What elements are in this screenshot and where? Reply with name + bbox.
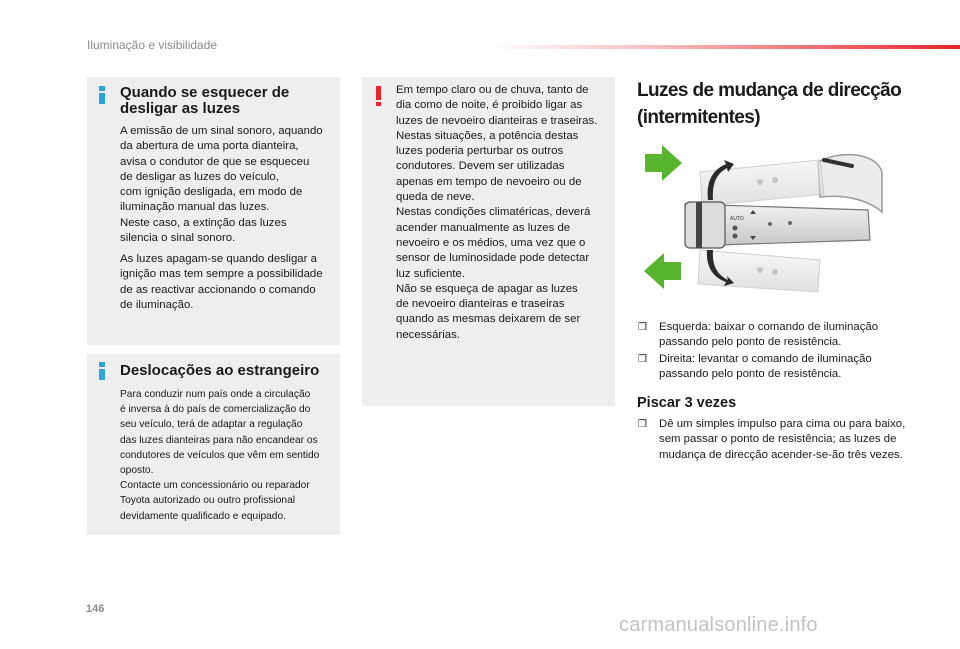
- left-indicator-text: Esquerda: baixar o comando de iluminação passando pelo ponto de resistência.: [659, 321, 879, 349]
- indicator-stalk-illustration: [640, 142, 884, 304]
- checkbox-icon: ❒: [638, 353, 647, 365]
- list-item: [637, 417, 907, 463]
- header-title: Iluminação e visibilidade: [87, 38, 218, 52]
- stalk-auto-label: AUTO: [730, 216, 744, 222]
- warning-icon: [376, 86, 382, 106]
- indicators-title: Luzes de mudança de direcção (intermitentes): [637, 80, 902, 128]
- info-icon: [99, 362, 105, 380]
- flash-three-text: Dê um simples impulso para cima ou para baixo, sem passar o ponto de resistência; as luzes de mudança de direcção acender-se-ão três vezes.: [659, 418, 906, 461]
- forget-lights-heading: Quando se esquecer de desligar as luzes: [120, 84, 290, 117]
- header-accent-line: [490, 45, 960, 49]
- info-icon: [99, 86, 105, 104]
- abroad-heading: Deslocações ao estrangeiro: [120, 362, 320, 379]
- left-arrow-icon: [644, 253, 681, 289]
- checkbox-icon: ❒: [638, 419, 647, 430]
- forget-lights-paragraph-2: As luzes apagam-se quando desligar a ignição mas tem sempre a possibilidade de as reactivar accionando o comando de iluminação.: [120, 253, 323, 311]
- fog-warning-panel: [362, 77, 615, 406]
- checkbox-icon: ❒: [638, 322, 647, 333]
- list-item: [637, 352, 907, 383]
- flash-three-title: Piscar 3 vezes: [637, 395, 737, 411]
- abroad-text: Para conduzir num país onde a circulação é inversa à do país de comercialização do seu veículo, terá de adaptar a regulação das luzes dianteiras para não encandear os condutores de veículos que vêm em sentido oposto. Contacte um concessionário ou reparador Toyota autorizado ou outro profissional devidamente qualificado e equipado.: [120, 389, 320, 522]
- forget-lights-panel: [87, 77, 340, 345]
- right-indicator-text: Direita: levantar o comando de iluminação passando pelo ponto de resistência.: [659, 352, 872, 381]
- forget-lights-paragraph-1: A emissão de um sinal sonoro, aquando da abertura de uma porta dianteira, avisa o condutor de que se esqueceu de desligar as luzes do veículo, com ignição desligada, em modo de iluminação manual das luzes. Neste caso, a extinção das luzes silencia o sinal sonoro.: [120, 125, 323, 245]
- indicator-bullets: [637, 320, 907, 384]
- abroad-panel: [87, 354, 340, 535]
- right-arrow-icon: [645, 145, 682, 181]
- watermark: carmanualsonline.info: [619, 614, 818, 636]
- fog-warning-text: Em tempo claro ou de chuva, tanto de dia como de noite, é proibido ligar as luzes de nevoeiro dianteiras e traseiras. Nestas situações, a potência destas luzes poderia perturbar os outros condutores. Devem ser utilizadas apenas em tempo de nevoeiro ou de queda de neve. Nestas condições climatéricas, deverá acender manualmente as luzes de nevoeiro e os médios, uma vez que o sensor de luminosidade pode detectar luz suficiente. Não se esqueça de apagar as luzes de nevoeiro dianteiras e traseiras quando as mesmas deixarem de ser necessárias.: [396, 84, 598, 341]
- flash-bullets: [637, 417, 907, 464]
- page-number: 146: [86, 603, 105, 615]
- list-item: [637, 320, 907, 351]
